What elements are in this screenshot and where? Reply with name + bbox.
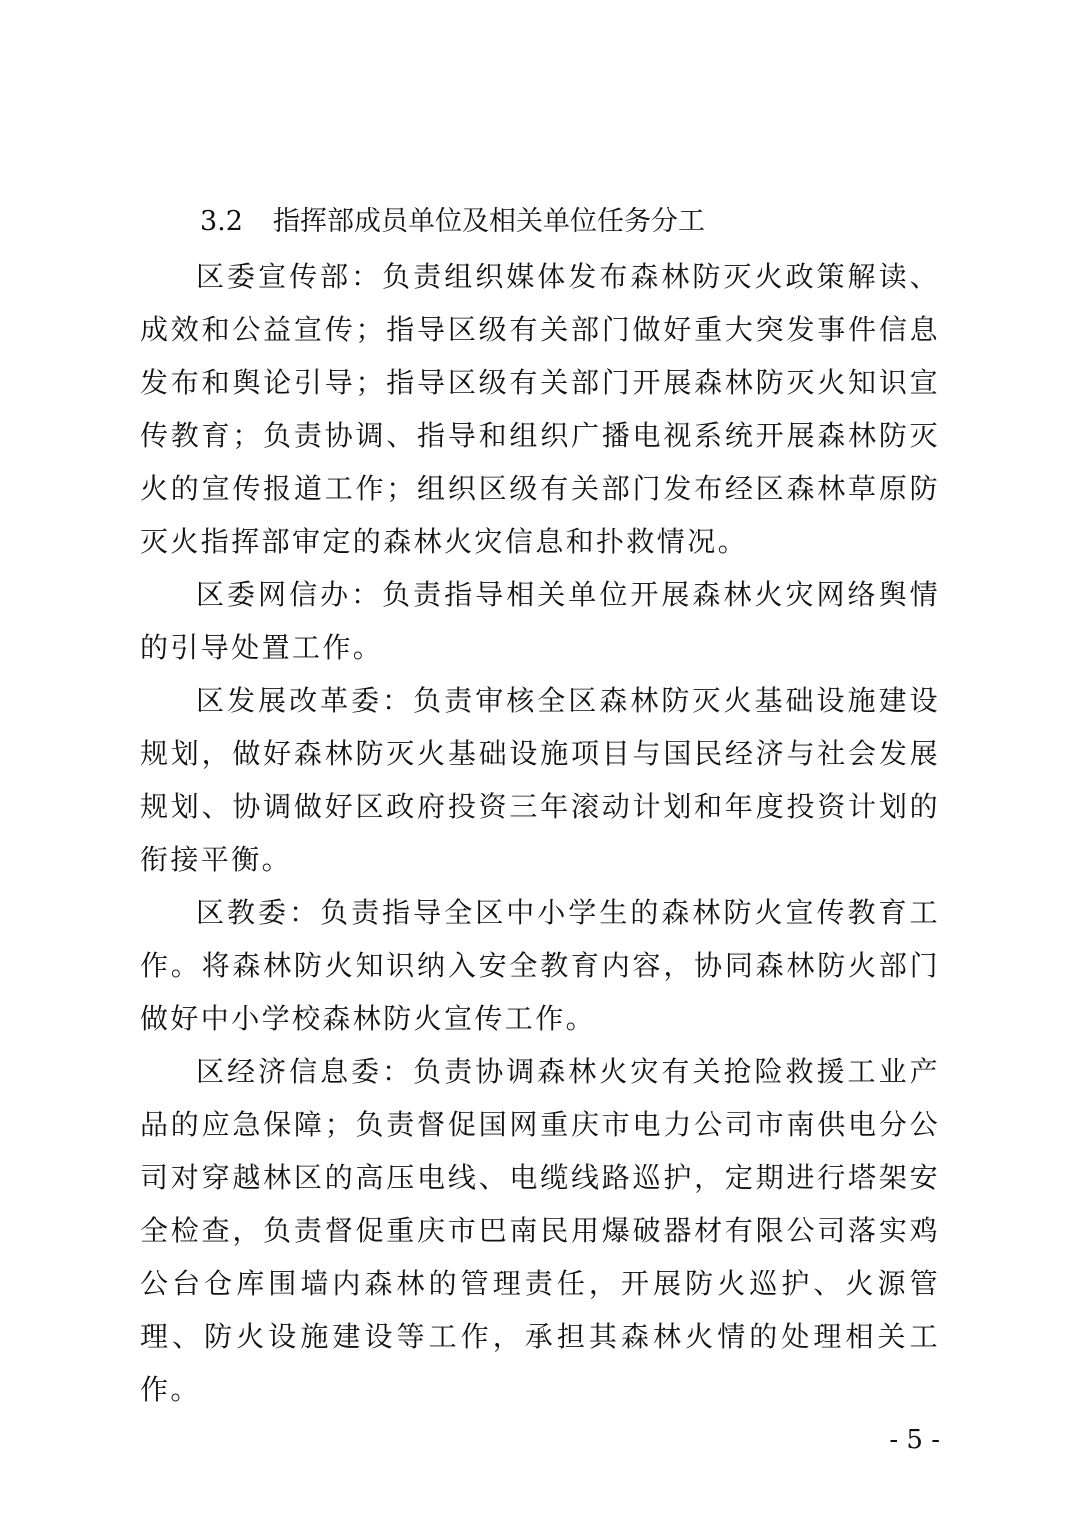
paragraph-economy-info-commission: 区经济信息委：负责协调森林火灾有关抢险救援工业产品的应急保障；负责督促国网重庆市电力公司市南供电分公司对穿越林区的高压电线、电缆线路巡护，定期进行塔架安全检查，负责督促重庆市巴南民用爆破器材有限公司落实鸡公台仓库围墙内森林的管理责任，开展防火巡护、火源管理、防火设施建设等工作，承担其森林火情的处理相关工作。 [140,1055,940,1406]
section-number: 3.2 [200,206,243,237]
page-number: - 5 - [889,1425,940,1455]
paragraph-development-reform: 区发展改革委：负责审核全区森林防灭火基础设施建设规划，做好森林防灭火基础设施项目与国民经济与社会发展规划、协调做好区政府投资三年滚动计划和年度投资计划的衔接平衡。 [140,684,940,876]
paragraph-cyberspace-office: 区委网信办：负责指导相关单位开展森林火灾网络舆情的引导处置工作。 [140,578,940,664]
body-text [140,250,940,1416]
paragraph-education-commission: 区教委：负责指导全区中小学生的森林防火宣传教育工作。将森林防火知识纳入安全教育内容，协同森林防火部门做好中小学校森林防火宣传工作。 [140,896,940,1035]
paragraph-propaganda-dept: 区委宣传部：负责组织媒体发布森林防灭火政策解读、成效和公益宣传；指导区级有关部门做好重大突发事件信息发布和舆论引导；指导区级有关部门开展森林防灭火知识宣传教育；负责协调、指导和组织广播电视系统开展森林防灭火的宣传报道工作；组织区级有关部门发布经区森林草原防灭火指挥部审定的森林火灾信息和扑救情况。 [140,260,940,558]
section-title: 指挥部成员单位及相关单位任务分工 [272,206,705,237]
section-heading [200,196,705,248]
